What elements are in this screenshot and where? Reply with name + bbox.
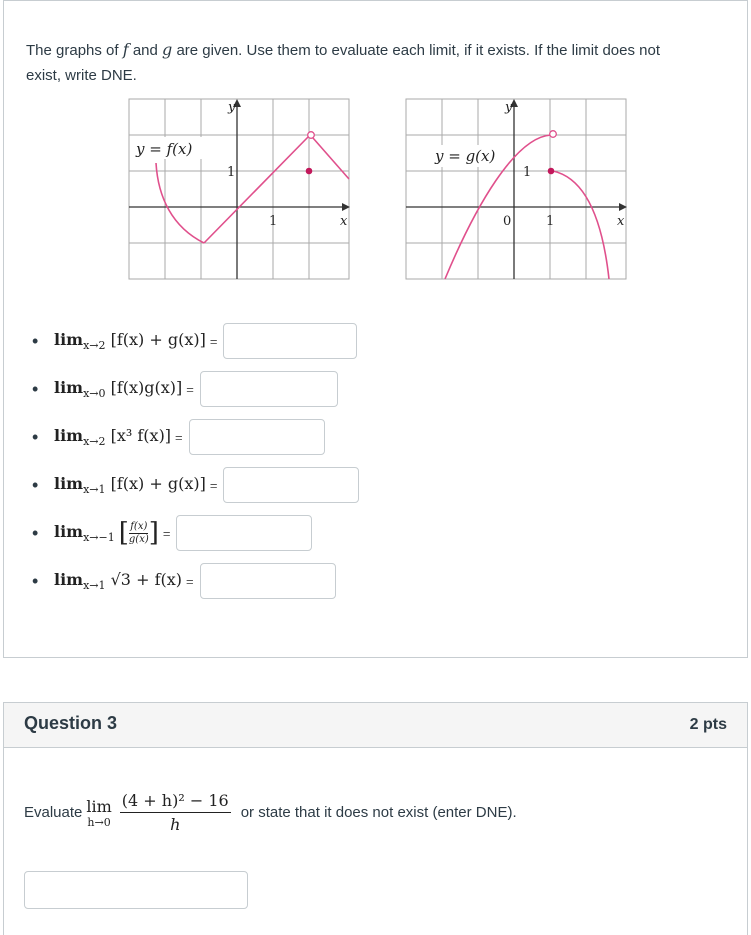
answer-input-2[interactable] [200,371,338,407]
limit-item-4: • $\lim_{x\to 1} [f(x) + g(x)]$ = [32,467,359,503]
question-3-title: Question 3 [24,713,118,733]
graph-g [405,97,629,283]
graph-g-origin: 0 [503,214,512,229]
answer-input-1[interactable] [223,323,357,359]
graph-f-tick-1x: 1 [269,214,278,229]
graph-f-label: y = f(x) [136,140,193,158]
question-card [3,0,748,658]
limit-item-3: • $\lim_{x\to 2} [x^3$ f(x)] = [32,419,325,455]
graph-g-x-axis: x [617,214,625,229]
graph-f-tick-1y: 1 [227,165,236,180]
answer-input-6[interactable] [200,563,336,599]
graph-f-x-axis: x [340,214,348,229]
question-3-answer-input[interactable] [24,871,248,909]
answer-input-4[interactable] [223,467,359,503]
answer-input-5[interactable] [176,515,312,551]
f-closed-point [306,168,313,175]
g-open-point [550,131,557,138]
limit-item-6: • $\lim_{x\to 1} √3 + f(x)$ = [32,563,336,599]
f-open-point [308,132,315,139]
graph-g-tick-1y: 1 [523,165,532,180]
limit-item-2: • $\lim_{x\to 0} [f(x)g(x)]$ = [32,371,338,407]
limit-item-5: • $\lim_{x\to-1}$ [ f(x) g(x) ] = [32,515,312,551]
question-3-points: 2 pts [689,716,727,733]
question-3-header [4,703,747,748]
graph-g-label: y = g(x) [435,147,496,165]
graph-g-y-axis: y [505,100,513,115]
graph-f [128,97,352,283]
graph-g-tick-1x: 1 [546,214,555,229]
limit-item-1: • $\lim_{x\to 2} [f(x) + g(x)]$ = [32,323,357,359]
question-3-prompt: Evaluate lim h→0 (4 + h)² − 16 h or state that it does not exist (enter DNE). [24,791,517,834]
graph-f-y-axis: y [228,100,236,115]
g-closed-point [548,168,555,175]
question-prompt: The graphs of f and g are given. Use them to evaluate each limit, if it exists. If the limit does not exist, write DNE. [26,40,661,84]
question-3-card [3,702,748,935]
answer-input-3[interactable] [189,419,325,455]
